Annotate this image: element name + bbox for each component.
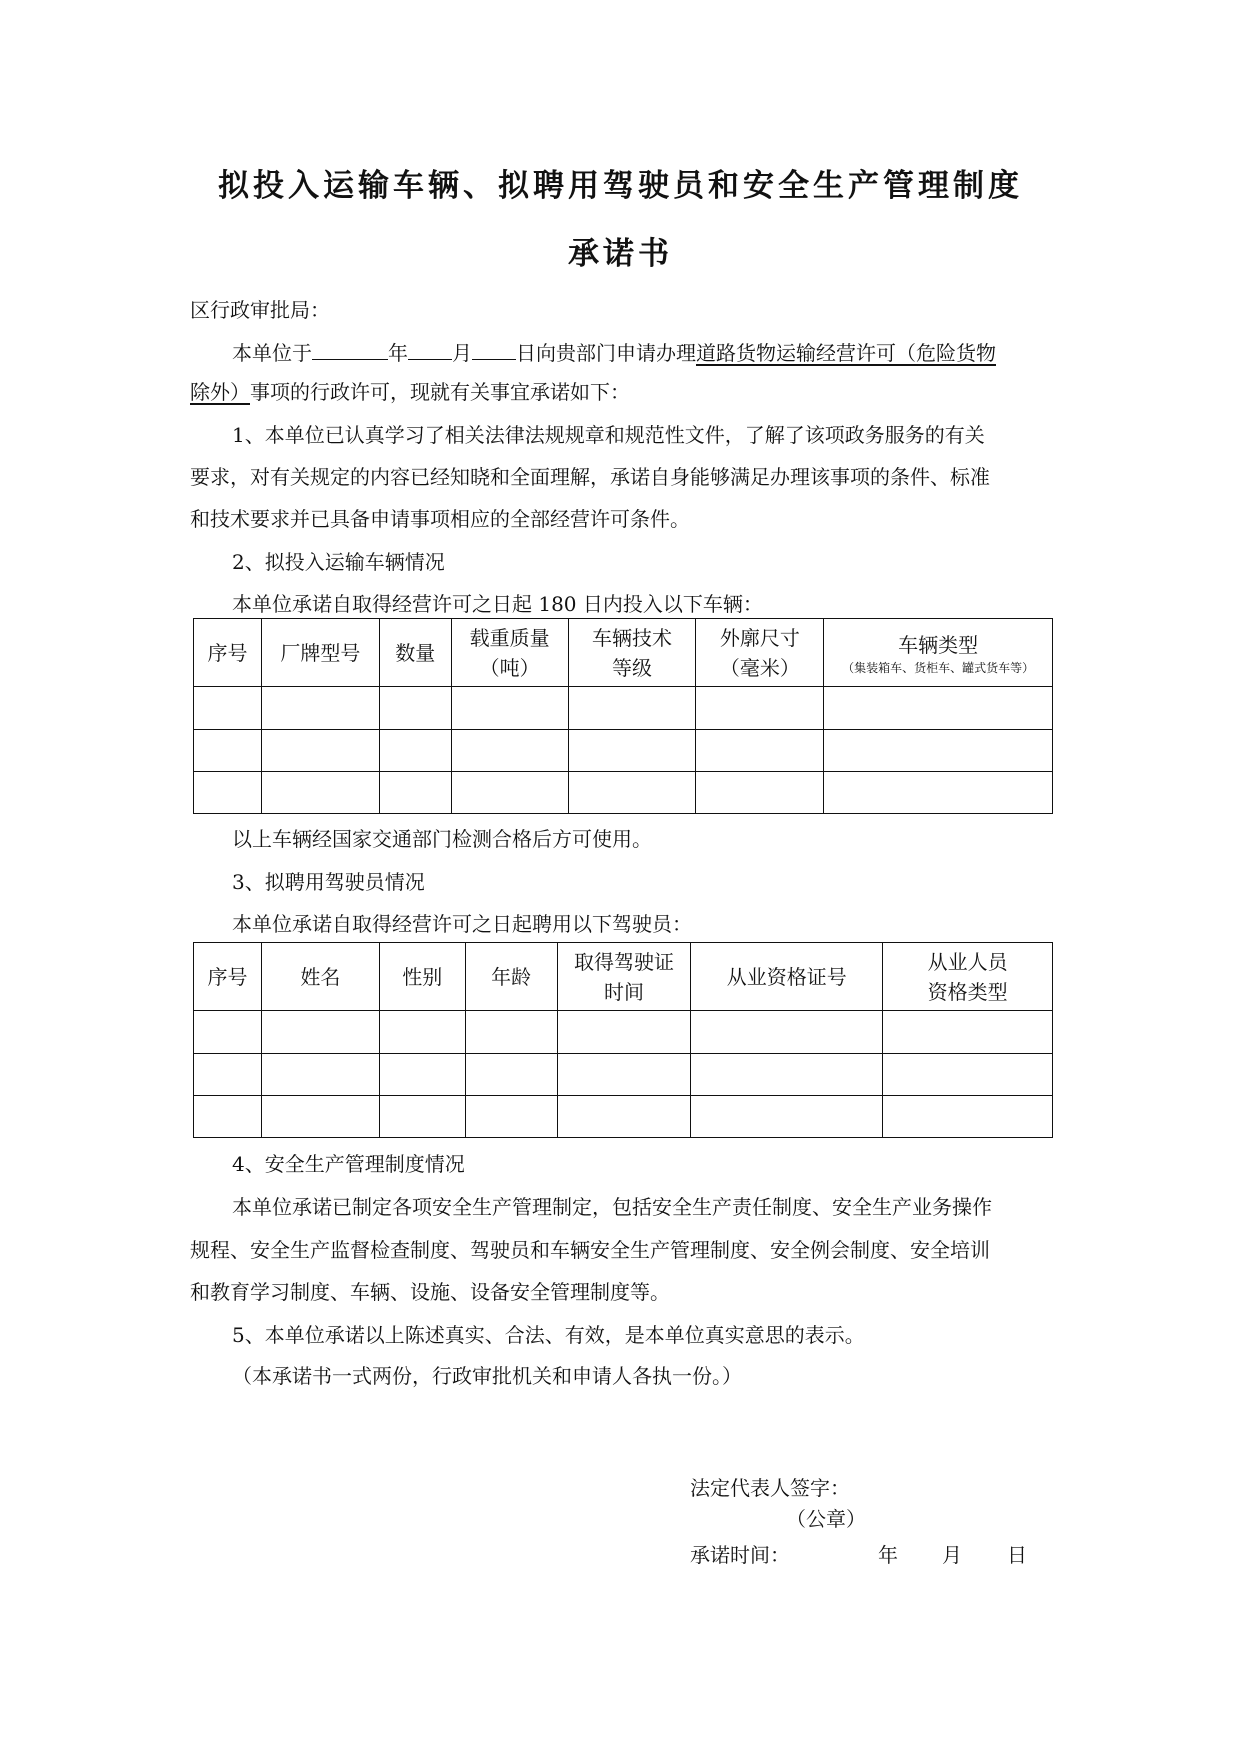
table-row [194, 1096, 1053, 1138]
table-cell[interactable] [696, 772, 824, 814]
table-cell[interactable] [451, 772, 568, 814]
application-item-part2: 除外） [190, 380, 250, 404]
table-cell[interactable] [568, 730, 696, 772]
table-cell[interactable] [691, 1011, 883, 1054]
driver-header-cell: 取得驾驶证 时间 [557, 943, 691, 1011]
table-cell[interactable] [261, 1096, 379, 1138]
table-cell[interactable] [696, 687, 824, 730]
vehicle-header-cell: 数量 [379, 619, 451, 687]
table-row [194, 730, 1053, 772]
table-cell[interactable] [379, 772, 451, 814]
vehicle-header-cell: 序号 [194, 619, 262, 687]
driver-table [193, 942, 1053, 1138]
section3-intro: 本单位承诺自取得经营许可之日起聘用以下驾驶员： [232, 912, 692, 936]
addressee: 区行政审批局： [190, 298, 330, 322]
table-cell[interactable] [465, 1054, 557, 1096]
date-year-label: 年 [878, 1543, 898, 1567]
legal-rep-signature-label: 法定代表人签字： [690, 1476, 850, 1500]
table-cell[interactable] [379, 1054, 465, 1096]
table-cell[interactable] [194, 1096, 262, 1138]
vehicle-table-header [194, 619, 1053, 687]
table-cell[interactable] [261, 772, 379, 814]
intro-text-3: 事项的行政许可，现就有关事宜承诺如下： [250, 380, 630, 404]
table-row [194, 687, 1053, 730]
vehicle-header-cell: 载重质量 （吨） [451, 619, 568, 687]
driver-header-cell: 年龄 [465, 943, 557, 1011]
copies-note: （本承诺书一式两份，行政审批机关和申请人各执一份。） [232, 1364, 742, 1388]
section1-line-3: 和技术要求并已具备申请事项相应的全部经营许可条件。 [190, 507, 690, 531]
driver-table-header [194, 943, 1053, 1011]
intro-text-2: 日向贵部门申请办理 [516, 341, 696, 365]
document-title: 拟投入运输车辆、拟聘用驾驶员和安全生产管理制度 [218, 168, 1023, 204]
table-cell[interactable] [194, 730, 262, 772]
table-cell[interactable] [883, 1054, 1053, 1096]
intro-line-2 [190, 378, 630, 406]
table-cell[interactable] [451, 687, 568, 730]
commitment-date-label: 承诺时间： [690, 1543, 790, 1567]
vehicle-header-cell: 外廓尺寸 （毫米） [696, 619, 824, 687]
table-cell[interactable] [883, 1096, 1053, 1138]
driver-header-cell: 性别 [379, 943, 465, 1011]
table-cell[interactable] [194, 1011, 262, 1054]
intro-month: 月 [452, 341, 472, 365]
table-cell[interactable] [261, 687, 379, 730]
vehicle-header-cell: 车辆技术 等级 [568, 619, 696, 687]
table-cell[interactable] [691, 1096, 883, 1138]
intro-line-1 [232, 337, 996, 367]
table-row [194, 1011, 1053, 1054]
section4-line-2: 规程、安全生产监督检查制度、驾驶员和车辆安全生产管理制度、安全例会制度、安全培训 [190, 1238, 990, 1262]
section5-line-1: 5、本单位承诺以上陈述真实、合法、有效，是本单位真实意思的表示。 [232, 1323, 865, 1347]
table-cell[interactable] [696, 730, 824, 772]
table-cell[interactable] [261, 1011, 379, 1054]
table-cell[interactable] [451, 730, 568, 772]
table-cell[interactable] [194, 1054, 262, 1096]
driver-header-cell: 姓名 [261, 943, 379, 1011]
date-day-label: 日 [1007, 1543, 1027, 1567]
table-cell[interactable] [824, 772, 1053, 814]
official-seal-label: （公章） [786, 1507, 866, 1531]
table-cell[interactable] [557, 1054, 691, 1096]
table-cell[interactable] [194, 772, 262, 814]
table-cell[interactable] [379, 730, 451, 772]
section1-line-1: 1、本单位已认真学习了相关法律法规规章和规范性文件，了解了该项政务服务的有关 [232, 423, 985, 447]
table-cell[interactable] [261, 1054, 379, 1096]
section2-intro: 本单位承诺自取得经营许可之日起 180 日内投入以下车辆： [232, 592, 763, 616]
section2-heading: 2、拟投入运输车辆情况 [232, 550, 445, 574]
table-cell[interactable] [465, 1096, 557, 1138]
intro-year: 年 [388, 341, 408, 365]
section4-line-3: 和教育学习制度、车辆、设施、设备安全管理制度等。 [190, 1280, 670, 1304]
day-blank[interactable] [472, 337, 516, 360]
table-row [194, 1054, 1053, 1096]
date-month-label: 月 [942, 1543, 962, 1567]
table-cell[interactable] [465, 1011, 557, 1054]
table-cell[interactable] [261, 730, 379, 772]
year-blank[interactable] [312, 337, 388, 360]
table-cell[interactable] [883, 1011, 1053, 1054]
section4-heading: 4、安全生产管理制度情况 [232, 1152, 465, 1176]
vehicle-header-cell: 厂牌型号 [261, 619, 379, 687]
driver-header-cell: 序号 [194, 943, 262, 1011]
table-cell[interactable] [557, 1096, 691, 1138]
vehicle-note: 以上车辆经国家交通部门检测合格后方可使用。 [232, 827, 652, 851]
section3-heading: 3、拟聘用驾驶员情况 [232, 870, 425, 894]
table-cell[interactable] [379, 1011, 465, 1054]
table-cell[interactable] [568, 772, 696, 814]
driver-header-cell: 从业资格证号 [691, 943, 883, 1011]
driver-header-cell: 从业人员 资格类型 [883, 943, 1053, 1011]
table-cell[interactable] [379, 687, 451, 730]
table-cell[interactable] [194, 687, 262, 730]
table-cell[interactable] [379, 1096, 465, 1138]
table-row [194, 772, 1053, 814]
table-cell[interactable] [568, 687, 696, 730]
month-blank[interactable] [408, 337, 452, 360]
document-subtitle: 承诺书 [568, 236, 673, 272]
section4-line-1: 本单位承诺已制定各项安全生产管理制定，包括安全生产责任制度、安全生产业务操作 [232, 1195, 992, 1219]
section1-line-2: 要求，对有关规定的内容已经知晓和全面理解，承诺自身能够满足办理该事项的条件、标准 [190, 465, 990, 489]
application-item-part1: 道路货物运输经营许可（危险货物 [696, 341, 996, 365]
vehicle-header-cell: 车辆类型 （集装箱车、货柜车、罐式货车等） [824, 619, 1053, 687]
table-cell[interactable] [691, 1054, 883, 1096]
table-cell[interactable] [824, 687, 1053, 730]
intro-text-1: 本单位于 [232, 341, 312, 365]
vehicle-table [193, 618, 1053, 814]
table-cell[interactable] [557, 1011, 691, 1054]
table-cell[interactable] [824, 730, 1053, 772]
